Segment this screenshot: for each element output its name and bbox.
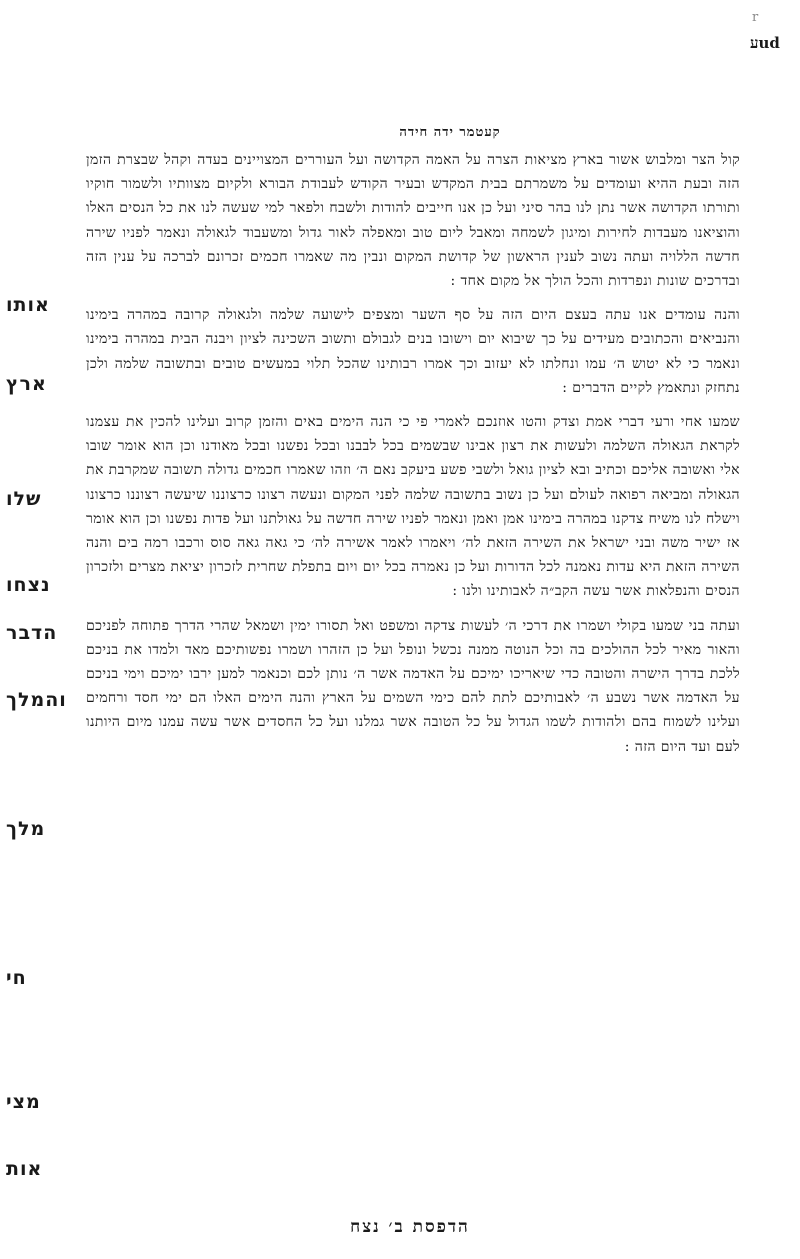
- running-head: udע: [750, 34, 780, 52]
- margin-note: שלו: [6, 488, 42, 510]
- margin-note: אות: [6, 1158, 43, 1180]
- margin-note: מצי: [6, 1091, 41, 1113]
- margin-note: ארץ: [6, 373, 47, 395]
- paragraph: קול הצר ומלבוש אשור בארץ מציאות הצרה על האמה הקדושה ועל העוררים המצויינים בעדה וקהל שבצרת הזמן הזה ובעת ההיא ועומדים על משמרתם בבית המקדש ובעיר הקודש לעבודת הבורא ולקיום מצוותיו ולשמור חוקיו ותורתו הקדושה אשר נתן לנו בהר סיני ועל כן אנו חייבים להודות ולשבח ולפאר למי שעשה לנו את כל הנסים האלו והוציאנו מעבדות לחירות ומיגון לשמחה ומאבל ליום טוב ומאפלה לאור גדול ומשעבוד לגאולה ונאמר לפניו שירה חדשה הללויה ועתה נשוב לענין הראשון של קדושת המקום ונבין מה שאמרו חכמים זכרונם לברכה על ענין הזה ובדרכים שונות ונפרדות והכל הולך אל מקום אחד :: [86, 152, 740, 290]
- body-text: [86, 148, 740, 759]
- paragraph: שמעו אחי ורעי דברי אמת וצדק והטו אוזנכם לאמרי פי כי הנה הימים באים והזמן קרוב ועלינו להכין את עצמנו לקראת הגאולה השלמה ולעשות את רצון אבינו שבשמים בכל לבבנו ובכל נפשנו ובכל מאודנו וכן הוא אומר שובו אלי ואשובה אליכם וכתיב ובא לציון גואל ולשבי פשע ביעקב נאם ה׳ וזהו שאמרו חכמים גדולה תשובה שמקרבת את הגאולה ומביאה רפואה לעולם ועל כן נשוב בתשובה שלמה לפני המקום ונעשה רצונו כרצוננו שיעשה רצוננו כרצונו וישלח לנו משיח צדקנו במהרה בימינו אמן ואמן ונאמר לפניו שירה חדשה על גאולתנו ועל פדות נפשנו וכן הוא אומר אז ישיר משה ובני ישראל את השירה הזאת לה׳ ויאמרו לאמר אשירה לה׳ כי גאה גאה סוס ורכבו רמה בים והנה השירה הזאת היא עדות נאמנה לכל הדורות ועל כן נאמרה בכל יום ויום בתפלת שחרית לזכרון יציאת מצרים ולזכרון הנסים והנפלאות אשר עשה הקב״ה לאבותינו ולנו :: [86, 414, 740, 600]
- corner-mark: r: [752, 10, 759, 25]
- margin-note: חי: [6, 967, 27, 989]
- paragraph: ועתה בני שמעו בקולי ושמרו את דרכי ה׳ לעשות צדקה ומשפט ואל תסורו ימין ושמאל שהרי הדרך פתוחה לפניכם והאור מאיר לכל ההולכים בה וכל הנוטה ממנה נכשל ונופל ועל כן הזהרו ושמרו נפשותיכם מאד ולמדו את בניכם ללכת בדרך הישרה והטובה כדי שיאריכו ימיכם על האדמה אשר ה׳ נותן לכם וכנאמר למען ירבו ימיכם וימי בניכם על האדמה אשר נשבע ה׳ לאבותיכם לתת להם כימי השמים על הארץ והנה הימים האלו הם ימי חסד ורחמים ועלינו לשמוח בהם ולהודות לשמו הגדול על כל הטובה אשר גמלנו ועל כל החסדים אשר עשה עמנו מיום היותנו לעם ועד היום הזה :: [86, 617, 740, 755]
- section-title: קעטמר ידה חידה: [399, 125, 501, 140]
- margin-note: אותו: [6, 294, 50, 316]
- footer-signature: הדפסת ב׳ נצח: [350, 1217, 470, 1237]
- margin-note: נצחו: [6, 574, 51, 596]
- margin-note: מלך: [6, 818, 46, 840]
- paragraph: והנה עומדים אנו עתה בעצם היום הזה על סף השער ומצפים לישועה שלמה ולגאולה קרובה במהרה בימינו והנביאים והכתובים מעידים על כך שיבוא יום וישובו בנים לגבולם ותשוב השכינה לציון ויבנה הבית במהרה בימינו ונאמר כי לא יטוש ה׳ עמו ונחלתו לא יעזוב וכך אמרו רבותינו שהכל תלוי במעשים טובים ובתשובה שלמה ולכן נתחזק ונתאמץ לקיים הדברים :: [86, 307, 740, 396]
- margin-note: הדבר: [6, 622, 58, 644]
- margin-note: והמלך: [6, 689, 67, 711]
